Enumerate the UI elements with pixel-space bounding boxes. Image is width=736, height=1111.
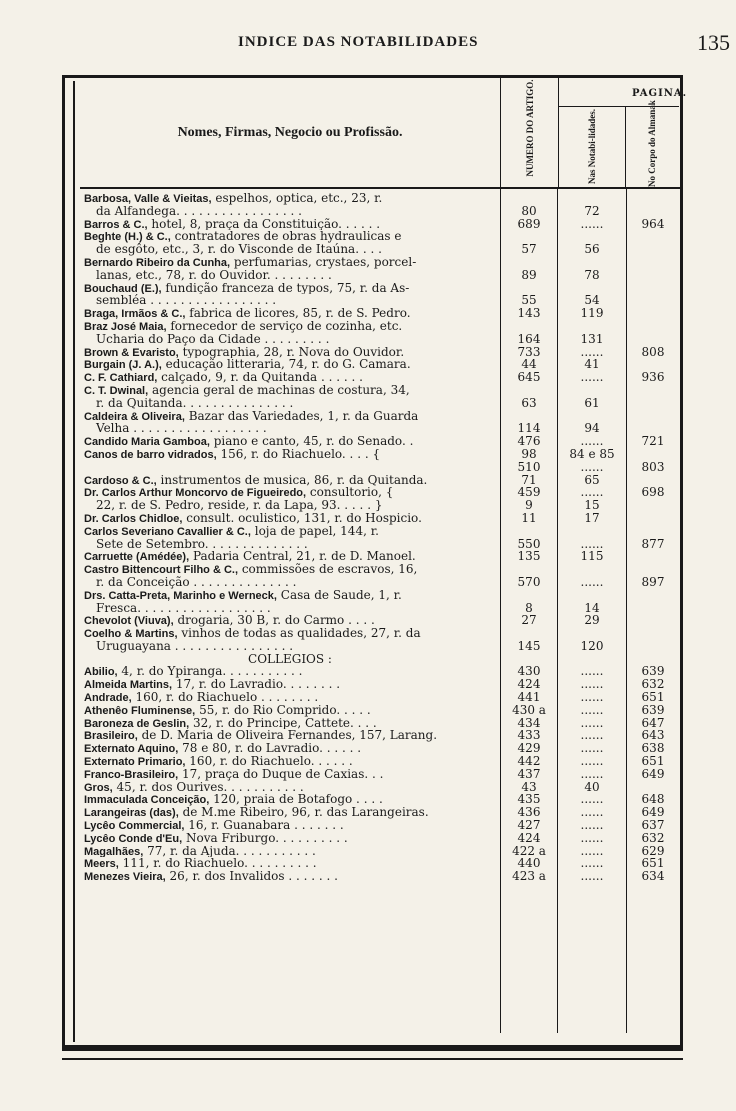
page-notabilidades: ...... <box>580 677 604 692</box>
article-number: 442 <box>517 754 541 769</box>
entry-name: Immaculada Conceição, <box>84 794 210 807</box>
page-notabilidades: 78 <box>584 267 600 282</box>
page-corpo: 634 <box>641 869 665 884</box>
page-corpo: 637 <box>641 818 665 833</box>
entry-line <box>84 486 496 499</box>
entry-line <box>84 205 496 218</box>
entry-line <box>84 320 496 333</box>
entry-line <box>84 870 496 883</box>
entry-name: Brown & Evaristo, <box>84 346 179 359</box>
entry-detail: 160, r. do Riachuelo. . . . . . <box>185 755 353 768</box>
page-corpo: 897 <box>641 574 665 589</box>
entry-detail: drogaria, 30 B, r. do Carmo . . . . <box>173 614 375 628</box>
entry-line <box>84 358 496 371</box>
entry-detail: sembléa . . . . . . . . . . . . . . . . . <box>96 294 277 308</box>
entry-name: Baroneza de Geslin, <box>84 717 190 730</box>
entry-detail: perfumarias, crystaes, porcel- <box>230 255 417 269</box>
page-notabilidades: 40 <box>584 779 600 794</box>
index-row <box>80 486 680 512</box>
entry-line <box>84 333 496 346</box>
entry-detail: commissões de escravos, 16, <box>238 563 418 576</box>
entry-detail: de esgôto, etc., 3, r. do Visconde de Itaúna. . . . <box>96 243 382 256</box>
entry-line <box>84 665 496 678</box>
entry-name: Bouchaud (E.), <box>84 282 162 295</box>
entry-line <box>84 384 496 397</box>
entry-detail: 55, r. do Rio Comprido. . . . . <box>195 703 371 717</box>
article-number: 424 <box>517 677 541 692</box>
index-row <box>80 512 680 525</box>
entry-line <box>84 192 496 205</box>
article-number: 437 <box>517 766 541 781</box>
page-corpo: 964 <box>641 216 665 231</box>
entry-detail: hotel, 8, praça da Constituição. . . . . . <box>147 217 381 231</box>
column-header-pagina: PAGINA. <box>632 88 688 99</box>
article-number: 114 <box>517 421 541 436</box>
entry-detail: 32, r. do Principe, Cattete. . . . <box>189 716 377 730</box>
entry-detail: de M.me Ribeiro, 96, r. das Larangeiras. <box>178 806 429 820</box>
article-number: 459 <box>517 485 541 500</box>
entry-name: Lycêo Conde d'Eu, <box>84 832 183 845</box>
entry-name: Coelho & Martins, <box>84 628 178 640</box>
page-corpo: 651 <box>641 856 665 871</box>
index-row <box>80 410 680 436</box>
entry-detail: fabrica de licores, 85, r. de S. Pedro. <box>185 307 411 320</box>
entry-line <box>84 218 496 231</box>
entry-line <box>84 576 496 589</box>
index-entries <box>80 192 680 883</box>
entry-name: Canos de barro vidrados, <box>84 448 217 461</box>
page-notabilidades: 72 <box>584 203 600 218</box>
entry-name: Beghte (H.) & C., <box>84 231 171 244</box>
entry-line <box>84 269 496 282</box>
page-corpo: 638 <box>641 741 665 756</box>
article-number: 441 <box>517 690 541 705</box>
page-corpo: 648 <box>641 792 665 807</box>
entry-detail: Bazar das Variedades, 1, r. da Guarda <box>184 409 419 423</box>
entry-detail: 120, praia de Botafogo . . . . <box>209 793 383 807</box>
page-notabilidades: ...... <box>580 830 604 845</box>
article-number: 433 <box>517 728 541 743</box>
article-number: 43 <box>521 779 537 794</box>
entry-line <box>84 294 496 307</box>
column-header-nas-notabilidades: Nas Notabi-lidades. <box>587 108 597 184</box>
entry-detail: espelhos, optica, etc., 23, r. <box>211 192 383 205</box>
column-header-corpo-cell <box>625 100 680 187</box>
entry-detail: vinhos de todas as qualidades, 27, r. da <box>177 627 421 640</box>
entry-name: Lycêo Commercial, <box>84 820 185 832</box>
page-title: INDICE DAS NOTABILIDADES <box>238 34 479 50</box>
entry-line <box>84 435 496 448</box>
entry-line <box>84 742 496 755</box>
page-notabilidades: 56 <box>584 242 600 257</box>
entry-detail: consultorio, { <box>306 486 394 500</box>
article-number: 424 <box>517 830 541 845</box>
article-number: 645 <box>517 370 541 385</box>
page-corpo: 647 <box>641 715 665 730</box>
entry-name: Carlos Severiano Cavallier & C., <box>84 525 251 538</box>
entry-line <box>84 397 496 410</box>
entry-name: Burgain (J. A.), <box>84 359 162 372</box>
entry-name: Barros & C., <box>84 218 148 231</box>
index-row <box>80 589 680 615</box>
entry-line <box>84 602 496 615</box>
entry-name: Externato Primario, <box>84 756 186 768</box>
entry-name: C. T. Dwinal, <box>84 384 149 397</box>
page-notabilidades: 14 <box>584 600 600 615</box>
entry-detail: 4, r. do Ypiranga. . . . . . . . . . . <box>117 665 303 679</box>
article-number: 689 <box>517 216 541 231</box>
entry-detail: r. da Quitanda. . . . . . . . . . . . . . . <box>96 396 294 410</box>
article-number: 98 <box>521 446 537 461</box>
index-row <box>80 550 680 563</box>
index-row <box>80 525 680 551</box>
entry-line <box>84 550 496 563</box>
entry-name: Dr. Carlos Chidloe, <box>84 512 183 525</box>
index-row <box>80 870 680 883</box>
page-corpo: 651 <box>641 754 665 769</box>
entry-name: Cardoso & C., <box>84 474 157 487</box>
entry-detail: fundição franceza de typos, 75, r. da As- <box>161 281 410 295</box>
entry-name: Dr. Carlos Arthur Moncorvo de Figueiredo, <box>84 487 307 500</box>
entry-line <box>84 525 496 538</box>
index-row <box>80 218 680 231</box>
entry-name: Bernardo Ribeiro da Cunha, <box>84 256 231 269</box>
article-number: 9 <box>525 498 533 513</box>
entry-detail: Velha . . . . . . . . . . . . . . . . . . <box>96 422 267 436</box>
page-corpo: 639 <box>641 664 665 679</box>
article-number: 430 a <box>512 702 546 717</box>
article-number: 164 <box>517 331 541 346</box>
entry-detail: 17, r. do Lavradio. . . . . . . . <box>172 678 341 692</box>
entry-name: Menezes Vieira, <box>84 871 166 884</box>
page-corpo: 629 <box>641 843 665 858</box>
article-number: 570 <box>517 574 541 589</box>
entry-line <box>84 781 496 794</box>
entry-line <box>84 589 496 602</box>
entry-line <box>84 832 496 845</box>
entry-name: Drs. Catta-Preta, Marinho e Werneck, <box>84 589 277 602</box>
entry-name: Gros, <box>84 781 113 794</box>
entry-detail: calçado, 9, r. da Quitanda . . . . . . <box>157 371 363 384</box>
index-row <box>80 704 680 717</box>
entry-detail: educação litteraria, 74, r. do G. Camara. <box>161 358 411 372</box>
page-corpo: 639 <box>641 702 665 717</box>
column-header-pagina-cell <box>558 78 688 187</box>
entry-detail: Uruguayana . . . . . . . . . . . . . . . . <box>96 639 294 653</box>
entry-detail: 160, r. do Riachuelo . . . . . . . . <box>131 691 319 704</box>
page-notabilidades: 29 <box>584 613 600 628</box>
index-row <box>80 627 680 653</box>
entry-detail: Sete de Setembro. . . . . . . . . . . . . . <box>96 537 308 551</box>
page-notabilidades: ...... <box>580 459 604 474</box>
index-row <box>80 307 680 320</box>
page-notabilidades: 41 <box>584 357 600 372</box>
page-notabilidades: ...... <box>580 434 604 449</box>
page-corpo: 649 <box>641 805 665 820</box>
entry-line <box>84 410 496 423</box>
column-header-no-corpo: No Corpo do Almanak <box>647 100 657 187</box>
article-number: 427 <box>517 818 541 833</box>
entry-detail: 78 e 80, r. do Lavradio. . . . . . <box>178 742 362 756</box>
page-notabilidades: ...... <box>580 792 604 807</box>
entry-line <box>84 755 496 768</box>
entry-detail: 111, r. do Riachuelo. . . . . . . . . . <box>118 857 317 871</box>
article-number: 27 <box>521 613 537 628</box>
entry-name: Carruette (Amédée), <box>84 551 190 564</box>
entry-detail: piano e canto, 45, r. do Senado. . <box>209 435 414 448</box>
entry-name: Castro Bittencourt Filho & C., <box>84 564 238 576</box>
entry-line <box>84 640 496 653</box>
entry-name: Andrade, <box>84 692 132 704</box>
page-corpo: 877 <box>641 536 665 551</box>
index-row <box>80 614 680 627</box>
article-number: 435 <box>517 792 541 807</box>
entry-name: Chevolot (Viuva), <box>84 615 174 628</box>
entry-line <box>84 346 496 359</box>
page-notabilidades: ...... <box>580 216 604 231</box>
entry-line <box>84 819 496 832</box>
article-number: 11 <box>521 510 537 525</box>
entry-detail: loja de papel, 144, r. <box>250 524 379 538</box>
index-row <box>80 755 680 768</box>
entry-line <box>84 717 496 730</box>
entry-name: Almeida Martins, <box>84 679 173 692</box>
index-row <box>80 230 680 256</box>
page-notabilidades: ...... <box>580 805 604 820</box>
section-heading-text: COLLEGIOS : <box>248 652 332 666</box>
entry-line <box>84 563 496 576</box>
page-notabilidades: ...... <box>580 715 604 730</box>
entry-line <box>84 243 496 256</box>
article-number: 422 a <box>512 843 546 858</box>
entry-detail: 45, r. dos Ourives. . . . . . . . . . . <box>112 780 304 794</box>
page-notabilidades: ...... <box>580 690 604 705</box>
entry-detail: 22, r. de S. Pedro, reside, r. da Lapa, 93. . . . . } <box>96 499 383 512</box>
article-number: 476 <box>517 434 541 449</box>
entry-line <box>84 256 496 269</box>
page-notabilidades: ...... <box>580 869 604 884</box>
index-row <box>80 282 680 308</box>
entry-line <box>84 282 496 295</box>
entry-detail: 77, r. da Ajuda. . . . . . . . . . . <box>143 844 316 858</box>
entry-line <box>84 627 496 640</box>
entry-detail: 16, r. Guanabara . . . . . . . <box>184 819 344 832</box>
column-header-numero-cell <box>500 78 559 187</box>
page-corpo: 721 <box>641 434 665 449</box>
entry-line <box>84 307 496 320</box>
page-notabilidades: ...... <box>580 574 604 589</box>
entry-detail: agencia geral de machinas de costura, 34, <box>148 383 410 397</box>
page-notabilidades: ...... <box>580 370 604 385</box>
page-corpo: 632 <box>641 830 665 845</box>
article-number: 436 <box>517 805 541 820</box>
entry-name: Brasileiro, <box>84 730 138 743</box>
index-row <box>80 384 680 410</box>
entry-line <box>84 729 496 742</box>
index-row <box>80 192 680 218</box>
article-number: 733 <box>517 344 541 359</box>
page-corpo: 649 <box>641 766 665 781</box>
entry-line <box>84 806 496 819</box>
page-notabilidades: ...... <box>580 344 604 359</box>
entry-line <box>84 499 496 512</box>
page-notabilidades: 94 <box>584 421 600 436</box>
entry-line <box>84 614 496 627</box>
page-notabilidades: 61 <box>584 395 600 410</box>
page-corpo: 803 <box>641 459 665 474</box>
entry-detail: lanas, etc., 78, r. do Ouvidor. . . . . . . . . <box>96 268 332 282</box>
page-notabilidades: ...... <box>580 702 604 717</box>
column-header-numero: NUMERO DO ARTIGO. <box>525 79 535 177</box>
page-corpo: 698 <box>641 485 665 500</box>
index-row <box>80 256 680 282</box>
page-notabilidades: 131 <box>580 331 604 346</box>
page-notabilidades: ...... <box>580 485 604 500</box>
page-notabilidades: 115 <box>580 549 604 564</box>
entry-name: Abilio, <box>84 666 118 679</box>
bottom-rule <box>62 1058 683 1060</box>
page-corpo: 936 <box>641 370 665 385</box>
entry-line <box>84 793 496 806</box>
article-number: 80 <box>521 203 537 218</box>
entry-detail: typographia, 28, r. Nova do Ouvidor. <box>178 345 405 359</box>
page-notabilidades: ...... <box>580 664 604 679</box>
entry-name: Externato Aquino, <box>84 743 179 756</box>
entry-name: Braga, Irmãos & C., <box>84 308 186 320</box>
entry-name: Candido Maria Gamboa, <box>84 436 210 448</box>
index-row <box>80 819 680 832</box>
page-header <box>0 30 736 55</box>
entry-line <box>84 512 496 525</box>
column-header-names: Nomes, Firmas, Negocio ou Profissão. <box>177 124 403 140</box>
article-number: 89 <box>521 267 537 282</box>
article-number: 63 <box>521 395 537 410</box>
page-notabilidades: 17 <box>584 510 600 525</box>
entry-line <box>84 371 496 384</box>
entry-detail: consult. oculistico, 131, r. do Hospicio. <box>182 511 422 525</box>
entry-name: Magalhães, <box>84 845 144 858</box>
entry-name: Braz José Maia, <box>84 320 167 333</box>
page-notabilidades: ...... <box>580 818 604 833</box>
entry-name: Caldeira & Oliveira, <box>84 410 185 423</box>
article-number: 8 <box>525 600 533 615</box>
page-notabilidades: ...... <box>580 843 604 858</box>
entry-line <box>84 422 496 435</box>
entry-detail: de D. Maria de Oliveira Fernandes, 157, Larang. <box>137 729 438 743</box>
entry-line <box>84 448 496 461</box>
index-row <box>80 371 680 384</box>
entry-detail: da Alfandega. . . . . . . . . . . . . . . . . <box>96 204 302 218</box>
entry-line <box>84 768 496 781</box>
article-number: 430 <box>517 664 541 679</box>
entry-detail: fornecedor de serviço de cozinha, etc. <box>166 319 403 333</box>
index-row <box>80 832 680 845</box>
entry-detail: Ucharia do Paço da Cidade . . . . . . . . . <box>96 332 330 346</box>
article-number: 434 <box>517 715 541 730</box>
entry-name: C. F. Cathiard, <box>84 372 158 384</box>
entry-name: Barbosa, Valle & Vieitas, <box>84 193 212 205</box>
entry-line <box>84 474 496 487</box>
entry-detail: 17, praça do Duque de Caxias. . . <box>178 767 384 781</box>
entry-detail: r. da Conceição . . . . . . . . . . . . . . <box>96 575 297 589</box>
entry-line <box>84 857 496 870</box>
entry-detail: instrumentos de musica, 86, r. da Quitanda. <box>156 473 428 487</box>
page-notabilidades: 15 <box>584 498 600 513</box>
page-notabilidades: ...... <box>580 536 604 551</box>
page-notabilidades: ...... <box>580 728 604 743</box>
article-number: 55 <box>521 293 537 308</box>
entry-detail: Fresca. . . . . . . . . . . . . . . . . . <box>96 601 271 615</box>
entry-line <box>84 538 496 551</box>
index-row <box>80 768 680 781</box>
page-notabilidades: 119 <box>580 306 604 321</box>
page-corpo: 643 <box>641 728 665 743</box>
index-row <box>80 691 680 704</box>
article-number: 550 <box>517 536 541 551</box>
page-notabilidades: ...... <box>580 741 604 756</box>
entry-line <box>84 230 496 243</box>
index-row <box>80 563 680 589</box>
entry-detail: Casa de Saude, 1, r. <box>276 588 402 602</box>
table-header <box>80 78 688 189</box>
entry-name: Athenêo Fluminense, <box>84 704 196 717</box>
page-notabilidades: ...... <box>580 766 604 781</box>
article-number: 143 <box>517 306 541 321</box>
article-number: 423 a <box>512 869 546 884</box>
article-number: 429 <box>517 741 541 756</box>
entry-detail: contratadores de obras hydraulicas e <box>170 230 402 244</box>
page-corpo: 632 <box>641 677 665 692</box>
article-number: 71 <box>521 472 537 487</box>
page-notabilidades: 120 <box>580 638 604 653</box>
page-notabilidades: 54 <box>584 293 600 308</box>
page-notabilidades: 65 <box>584 472 600 487</box>
entry-detail: 26, r. dos Invalidos . . . . . . . <box>165 870 338 884</box>
entry-detail: Padaria Central, 21, r. de D. Manoel. <box>189 550 416 564</box>
entry-name: Larangeiras (das), <box>84 807 179 820</box>
article-number: 145 <box>517 638 541 653</box>
article-number: 57 <box>521 242 537 257</box>
page-corpo: 808 <box>641 344 665 359</box>
entry-line <box>84 845 496 858</box>
entry-line <box>84 678 496 691</box>
index-row <box>80 448 680 474</box>
entry-name: Franco-Brasileiro, <box>84 768 179 781</box>
article-number: 510 <box>517 459 541 474</box>
article-number: 135 <box>517 549 541 564</box>
index-row <box>80 320 680 346</box>
page-notabilidades: ...... <box>580 754 604 769</box>
entry-line <box>84 704 496 717</box>
page-corpo: 651 <box>641 690 665 705</box>
entry-name: Meers, <box>84 858 119 871</box>
entry-line <box>84 691 496 704</box>
article-number: 44 <box>521 357 537 372</box>
article-number: 440 <box>517 856 541 871</box>
page-notabilidades: ...... <box>580 856 604 871</box>
page-number: 135 <box>697 30 730 55</box>
entry-detail: 156, r. do Riachuelo. . . . { <box>216 447 381 461</box>
page-notabilidades: 84 e 85 <box>569 446 615 461</box>
entry-detail: Nova Friburgo. . . . . . . . . . <box>182 831 348 845</box>
